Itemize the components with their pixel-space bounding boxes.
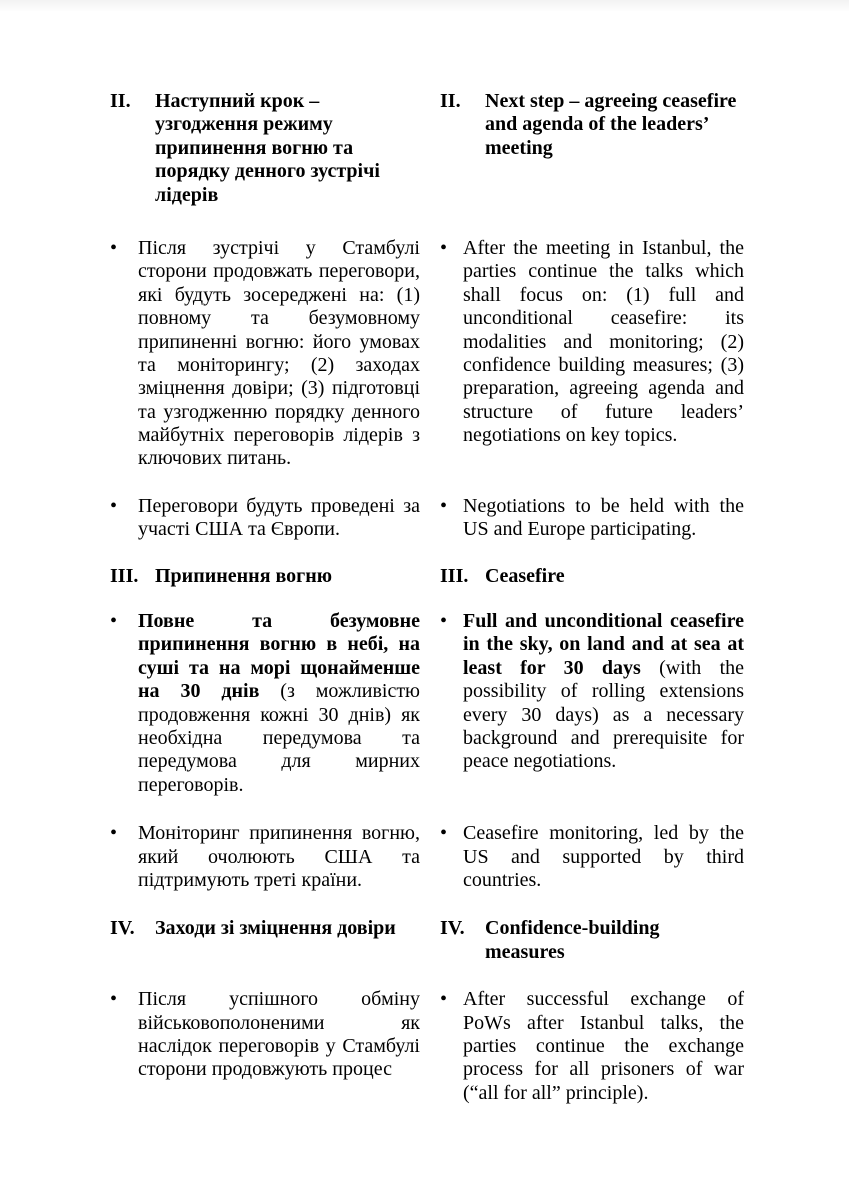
section-heading-text-en: Next step – agreeing ceasefire and agenda of the leaders’ meeting bbox=[485, 90, 737, 159]
bullet-item-en bbox=[440, 822, 744, 892]
bullet-text-en: Negotiations to be held with the US and Europe participating. bbox=[463, 494, 744, 541]
bullet-bold-lead: Повне та безумовне припинення вогню в небі, на суші та на морі щонайменше на 30 днів bbox=[138, 610, 420, 703]
section-ii-bullet-1-row bbox=[110, 237, 744, 471]
bullet-text-uk: Після зустрічі у Стамбулі сторони продовжать переговори, які будуть зосереджені на: (1) повному та безумовному припиненні вогню: його умовах та моніторингу; (2) заходах зміцнення довіри; (3) підготовці та узгодженню порядку денного майбутніх переговорів лідерів з ключових питань. bbox=[138, 236, 420, 470]
section-heading-text-uk: Припинення вогню bbox=[155, 564, 333, 587]
bullet-item-uk bbox=[110, 495, 420, 542]
section-iv-heading-uk bbox=[110, 917, 420, 964]
section-number: IV. bbox=[440, 917, 465, 940]
section-heading-text-en: Ceasefire bbox=[485, 564, 565, 587]
bullet-marker: • bbox=[440, 822, 448, 845]
section-number: II. bbox=[440, 90, 461, 112]
section-number: III. bbox=[440, 564, 469, 587]
document-body bbox=[110, 90, 744, 1105]
page-top-edge bbox=[0, 0, 849, 11]
bullet-marker: • bbox=[110, 494, 118, 517]
section-number: III. bbox=[110, 564, 139, 587]
bullet-rest: (with the possibility of rolling extensions every 30 days) as a necessary background and prerequisite for peace negotiations. bbox=[463, 656, 744, 773]
bullet-text-en: Ceasefire monitoring, led by the US and supported by third countries. bbox=[463, 822, 744, 891]
section-heading-text-uk: Заходи зі зміцнення довіри bbox=[155, 917, 396, 940]
section-iii-heading-uk bbox=[110, 565, 420, 588]
bullet-item-uk bbox=[110, 610, 420, 797]
section-iii-bullet-2-row bbox=[110, 822, 744, 892]
section-ii-bullet-2-row bbox=[110, 495, 744, 542]
section-iv-heading-row bbox=[110, 917, 744, 964]
bullet-item-en bbox=[440, 610, 744, 774]
section-heading-text-uk: Наступний крок – узгодження режиму припинення вогню та порядку денного зустрічі лідерів bbox=[155, 90, 380, 206]
bullet-marker: • bbox=[110, 610, 118, 633]
section-ii-heading-row bbox=[110, 90, 744, 207]
bullet-text-en bbox=[463, 610, 744, 774]
bullet-text-en: After the meeting in Istanbul, the parties continue the talks which shall focus on: (1) full and unconditional ceasefire: its modalities and monitoring; (2) confidence building measures; (3) preparation, agreeing agenda and structure of future leaders’ negotiations on key topics. bbox=[463, 236, 744, 447]
bullet-marker: • bbox=[440, 494, 448, 517]
bullet-marker: • bbox=[110, 822, 118, 845]
section-number: II. bbox=[110, 90, 131, 112]
bullet-item-uk bbox=[110, 237, 420, 471]
bullet-item-en bbox=[440, 495, 744, 542]
bullet-item-en bbox=[440, 988, 744, 1105]
bullet-rest: (з можливістю продовження кожні 30 днів) як необхідна передумова та передумова для мирних переговорів. bbox=[138, 680, 420, 796]
bullet-marker: • bbox=[440, 988, 448, 1011]
section-number: IV. bbox=[110, 917, 135, 940]
bullet-item-uk bbox=[110, 988, 420, 1082]
bullet-text-uk bbox=[138, 610, 420, 797]
section-iii-bullet-1-row bbox=[110, 610, 744, 797]
section-iii-heading-row bbox=[110, 565, 744, 588]
section-heading-text-en: Confidence-building measures bbox=[485, 917, 660, 963]
bullet-marker: • bbox=[440, 236, 448, 259]
section-ii-heading-uk bbox=[110, 90, 420, 207]
bullet-text-uk: Моніторинг припинення вогню, який очолюють США та підтримують треті країни. bbox=[138, 822, 420, 891]
bullet-item-uk bbox=[110, 822, 420, 892]
section-ii-heading-en bbox=[440, 90, 744, 207]
bullet-item-en bbox=[440, 237, 744, 448]
bullet-text-en: After successful exchange of PoWs after Istanbul talks, the parties continue the exchange process for all prisoners of war (“all for all” principle). bbox=[463, 988, 744, 1104]
bullet-text-uk: Переговори будуть проведені за участі США та Європи. bbox=[138, 494, 420, 541]
bullet-marker: • bbox=[110, 988, 118, 1011]
bullet-bold-lead: Full and unconditional ceasefire in the sky, on land and at sea at least for 30 days bbox=[463, 610, 744, 679]
section-iv-heading-en bbox=[440, 917, 744, 964]
bullet-text-uk: Після успішного обміну військовополоненими як наслідок переговорів у Стамбулі сторони продовжують процес bbox=[138, 988, 420, 1081]
bullet-marker: • bbox=[110, 236, 118, 259]
bullet-marker: • bbox=[440, 610, 448, 633]
section-iv-bullet-1-row bbox=[110, 988, 744, 1105]
section-iii-heading-en bbox=[440, 565, 744, 588]
